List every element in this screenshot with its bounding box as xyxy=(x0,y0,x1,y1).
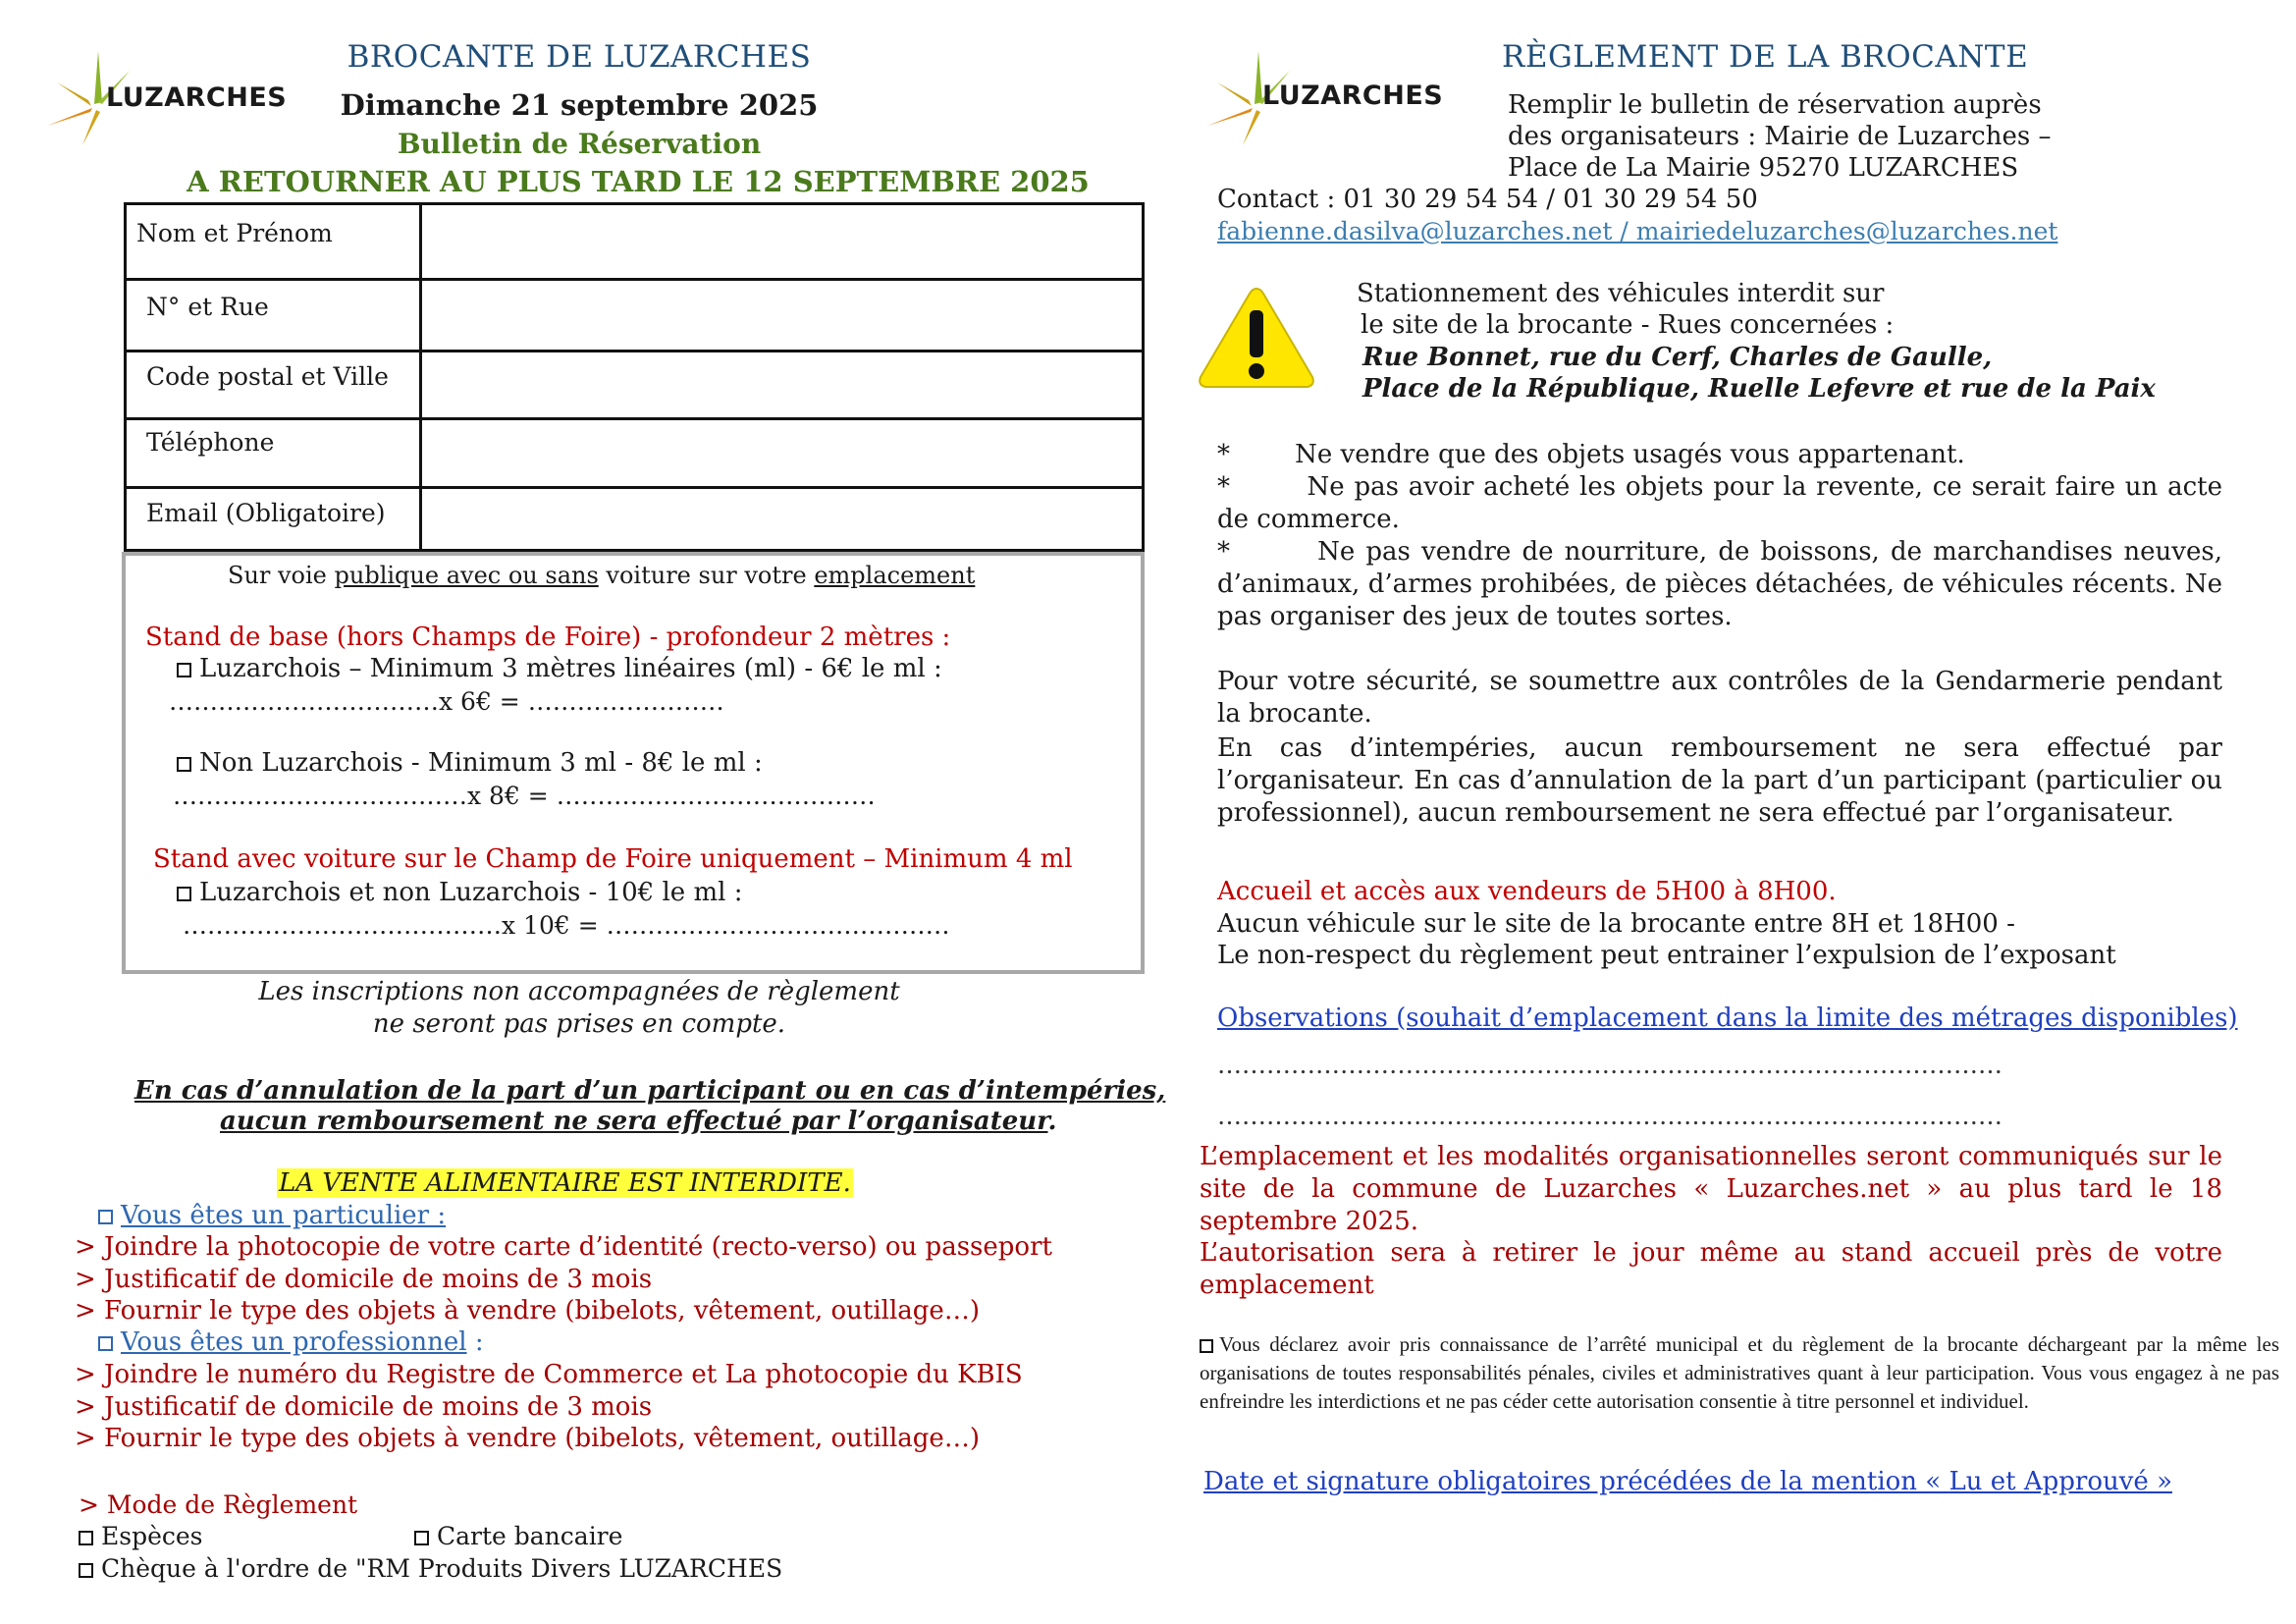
form-label-city: Code postal et Ville xyxy=(126,352,421,419)
particulier-item-3: > Fournir le type des objets à vendre (bibelots, vêtement, outillage…) xyxy=(75,1296,980,1326)
observations-line-2[interactable]: …………………………………………………………………………………… xyxy=(1217,1102,2002,1130)
professionnel-option[interactable]: Vous êtes un professionnel : xyxy=(98,1327,484,1357)
particulier-item-1: > Joindre la photocopie de votre carte d’identité (recto-verso) ou passeport xyxy=(75,1232,1052,1262)
observations-line-1[interactable]: …………………………………………………………………………………… xyxy=(1217,1051,2002,1079)
payment-note-2: ne seront pas prises en compte. xyxy=(372,1009,786,1039)
checkbox-luzarchois[interactable] xyxy=(177,663,191,677)
deadline-text: A RETOURNER AU PLUS TARD LE 12 SEPTEMBRE 2025 xyxy=(187,165,1090,198)
checkbox-cash[interactable] xyxy=(79,1531,93,1545)
checkbox-car-stand[interactable] xyxy=(177,887,191,901)
rule-3: * Ne pas vendre de nourriture, de boissons, de marchandises neuves, d’animaux, d’armes prohibées, de pièces détachées, de véhicules récents. Ne pas organiser des jeux de toutes sortes. xyxy=(1217,537,2231,631)
access-hours: Accueil et accès aux vendeurs de 5H00 à 8H00. xyxy=(1217,877,1837,906)
particulier-item-2: > Justificatif de domicile de moins de 3 mois xyxy=(75,1265,653,1294)
signature-label: Date et signature obligatoires précédées de la mention « Lu et Approuvé » xyxy=(1203,1467,2172,1496)
street-field[interactable] xyxy=(421,280,1144,352)
form-label-phone: Téléphone xyxy=(126,419,421,488)
authorization-notice: L’autorisation sera à retirer le jour même au stand accueil près de votre emplacement xyxy=(1200,1238,2222,1300)
payment-title: > Mode de Règlement xyxy=(79,1490,358,1519)
rule-2: * Ne pas avoir acheté les objets pour la revente, ce serait faire un acte de commerce. xyxy=(1217,472,2231,534)
parking-notice-1: Stationnement des véhicules interdit sur xyxy=(1357,279,1885,308)
option-luzarchois[interactable]: Luzarchois – Minimum 3 mètres linéaires (ml) - 6€ le ml : xyxy=(177,654,942,683)
payment-card-option[interactable]: Carte bancaire xyxy=(414,1522,622,1550)
food-sale-warning: LA VENTE ALIMENTAIRE EST INTERDITE. xyxy=(279,1168,851,1198)
cancellation-notice-2: aucun remboursement ne sera effectué par l’organisateur. xyxy=(220,1107,1057,1136)
checkbox-cheque[interactable] xyxy=(79,1563,93,1578)
phone-field[interactable] xyxy=(421,419,1144,488)
left-logo xyxy=(37,43,293,151)
payment-note-1: Les inscriptions non accompagnées de règlement xyxy=(258,977,900,1006)
form-label-name: Nom et Prénom xyxy=(126,204,421,280)
calc-car-stand: …………………………………x 10€ = …………………………………… xyxy=(183,911,950,940)
warning-icon xyxy=(1196,285,1317,391)
intro-line-3: Place de La Mairie 95270 LUZARCHES xyxy=(1508,153,2019,183)
streets-line-2: Place de la République, Ruelle Lefevre et rue de la Paix xyxy=(1362,374,2156,404)
stand-intro: Sur voie publique avec ou sans voiture sur votre emplacement xyxy=(228,562,976,589)
bulletin-subtitle: Bulletin de Réservation xyxy=(397,128,762,160)
weather-notice: En cas d’intempéries, aucun remboursement ne sera effectué par l’organisateur. En cas d’annulation de la part d’un participant (particulier ou professionnel), aucun remboursement ne sera effectué par l’organisateur. xyxy=(1217,733,2222,828)
location-notice: L’emplacement et les modalités organisationnelles seront communiqués sur le site de la commune de Luzarches « Luzarches.net » au plus tard le 18 septembre 2025. xyxy=(1200,1142,2222,1236)
streets-line-1: Rue Bonnet, rue du Cerf, Charles de Gaulle, xyxy=(1362,343,1993,372)
pro-item-3: > Fournir le type des objets à vendre (bibelots, vêtement, outillage…) xyxy=(75,1424,980,1453)
calc-luzarchois: ……………………………x 6€ = …………………… xyxy=(169,687,724,716)
stand-options-panel xyxy=(122,552,1145,974)
intro-line-1: Remplir le bulletin de réservation auprès xyxy=(1508,90,2042,120)
logo-text: LUZARCHES xyxy=(106,82,288,113)
right-logo xyxy=(1198,43,1453,151)
checkbox-non-luzarchois[interactable] xyxy=(177,757,191,772)
logo-text: LUZARCHES xyxy=(1262,81,1444,111)
pro-item-2: > Justificatif de domicile de moins de 3 mois xyxy=(75,1392,653,1422)
expulsion-notice: Le non-respect du règlement peut entrainer l’expulsion de l’exposant xyxy=(1217,941,2116,970)
calc-non-luzarchois: ………………………………x 8€ = ………………………………… xyxy=(173,782,876,810)
payment-cash-option[interactable]: Espèces xyxy=(79,1522,203,1550)
intro-line-2: des organisateurs : Mairie de Luzarches – xyxy=(1508,122,2052,151)
cancellation-notice-1: En cas d’annulation de la part d’un participant ou en cas d’intempéries, xyxy=(134,1076,1166,1106)
contact-emails[interactable]: fabienne.dasilva@luzarches.net / mairiedeluzarches@luzarches.net xyxy=(1217,217,2058,245)
option-car-stand[interactable]: Luzarchois et non Luzarchois - 10€ le ml : xyxy=(177,878,742,907)
particulier-option[interactable]: Vous êtes un particulier : xyxy=(98,1201,446,1230)
rule-1: * Ne vendre que des objets usagés vous appartenant. xyxy=(1217,440,1965,469)
checkbox-particulier[interactable] xyxy=(98,1210,113,1224)
form-label-email: Email (Obligatoire) xyxy=(126,488,421,551)
parking-notice-2: le site de la brocante - Rues concernées : xyxy=(1361,310,1895,340)
option-non-luzarchois[interactable]: Non Luzarchois - Minimum 3 ml - 8€ le ml : xyxy=(177,748,763,778)
right-title: RÈGLEMENT DE LA BROCANTE xyxy=(1502,39,2029,75)
no-vehicle-notice: Aucun véhicule sur le site de la brocante entre 8H et 18H00 - xyxy=(1217,909,2015,939)
pro-item-1: > Joindre le numéro du Registre de Commerce et La photocopie du KBIS xyxy=(75,1360,1023,1389)
form-label-street: N° et Rue xyxy=(126,280,421,352)
base-stand-title: Stand de base (hors Champs de Foire) - profondeur 2 mètres : xyxy=(145,623,951,652)
contact-phones: Contact : 01 30 29 54 54 / 01 30 29 54 50 xyxy=(1217,185,1758,214)
payment-cheque-option[interactable]: Chèque à l'ordre de "RM Produits Divers LUZARCHES xyxy=(79,1554,782,1583)
checkbox-card[interactable] xyxy=(414,1531,429,1545)
name-field[interactable] xyxy=(421,204,1144,280)
security-notice: Pour votre sécurité, se soumettre aux contrôles de la Gendarmerie pendant la brocante. xyxy=(1217,667,2222,729)
checkbox-professionnel[interactable] xyxy=(98,1336,113,1351)
reservation-form xyxy=(124,202,1145,552)
observations-label: Observations (souhait d’emplacement dans la limite des métrages disponibles) xyxy=(1217,1003,2238,1033)
event-date: Dimanche 21 septembre 2025 xyxy=(340,88,819,122)
checkbox-declaration[interactable] xyxy=(1200,1339,1213,1353)
declaration-checkbox-text[interactable]: Vous déclarez avoir pris connaissance de l’arrêté municipal et du règlement de la brocante déchargeant par la même les organisations de toutes responsabilités pénales, civiles et administratives quant à leur participation. Vous vous engagez à ne pas enfreindre les interdictions et ne pas céder cette autorisation consentie à titre personnel et individuel. xyxy=(1200,1332,2279,1413)
city-field[interactable] xyxy=(421,352,1144,419)
email-field[interactable] xyxy=(421,488,1144,551)
car-stand-title: Stand avec voiture sur le Champ de Foire uniquement – Minimum 4 ml xyxy=(153,844,1073,874)
left-title: BROCANTE DE LUZARCHES xyxy=(347,39,812,75)
